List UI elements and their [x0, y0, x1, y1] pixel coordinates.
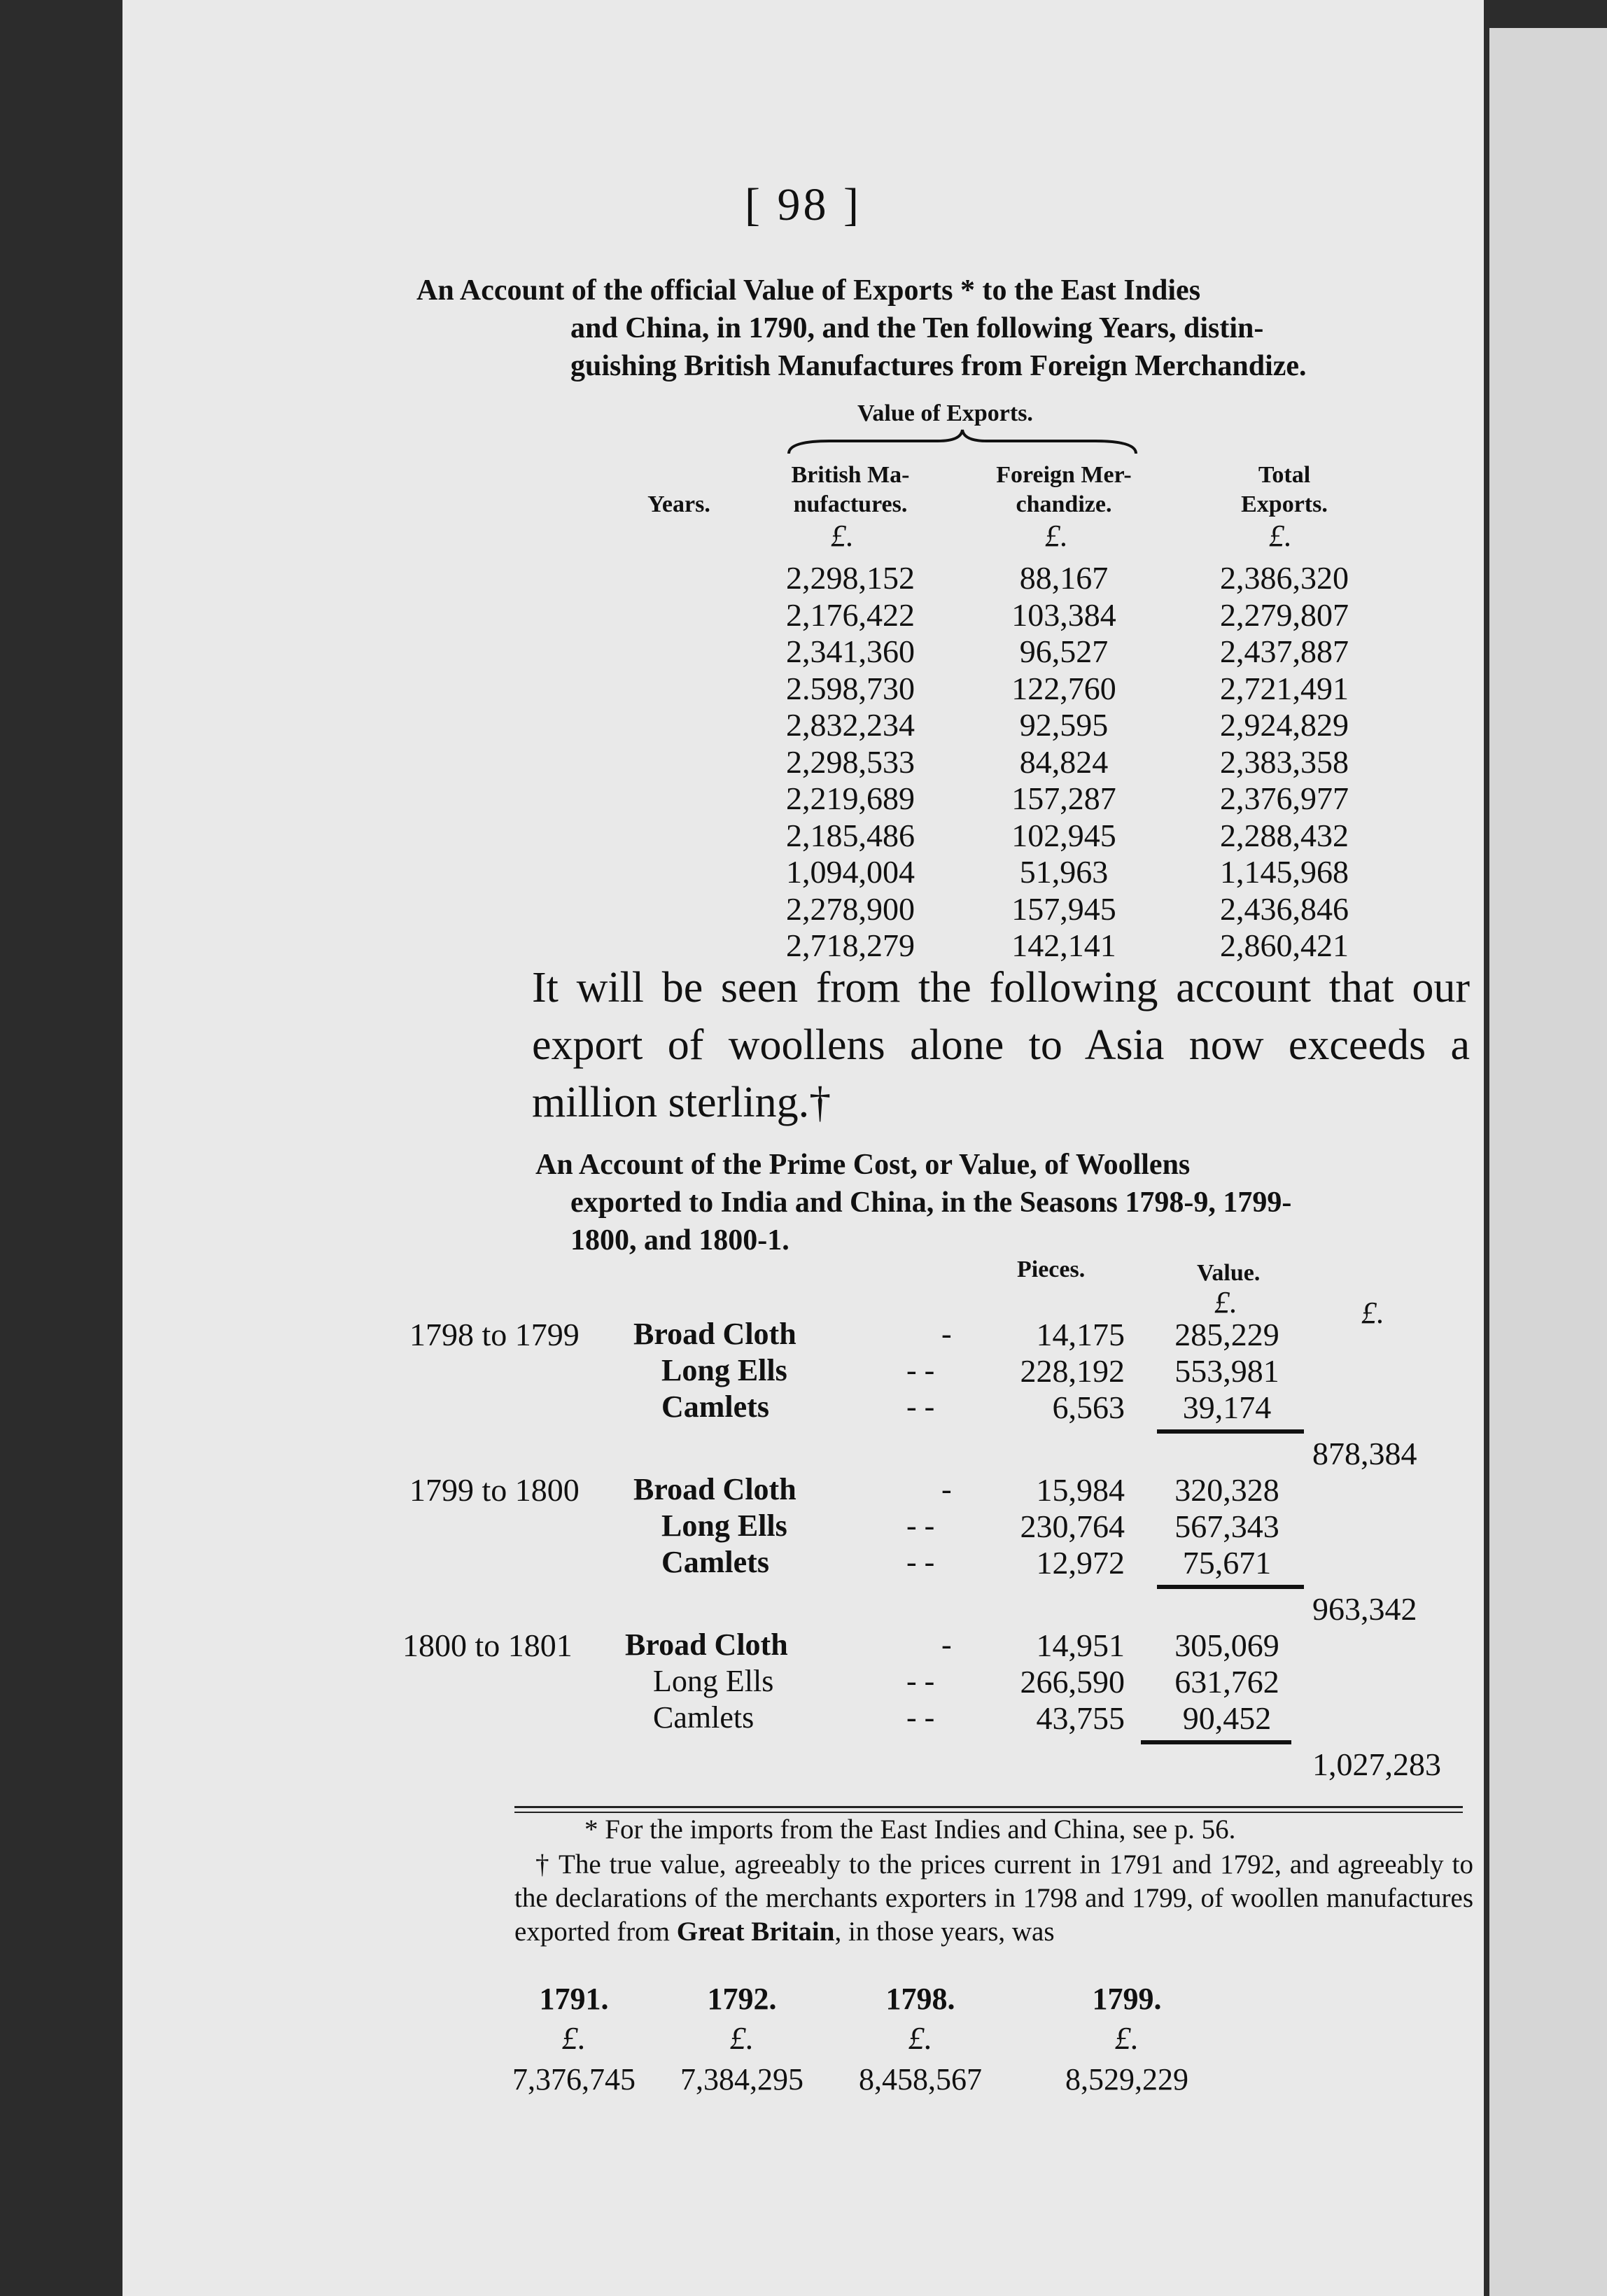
statement-paragraph: It will be seen from the following account that our export of woollens alone to Asia now exceeds a million sterling.† — [532, 964, 1470, 1126]
export-total-cell: 2,436,846 — [1220, 890, 1349, 927]
export-foreign-cell: 102,945 — [1011, 817, 1116, 853]
item-pieces: 14,175 — [1036, 1317, 1125, 1352]
item-pieces: 228,192 — [1020, 1353, 1125, 1389]
footnote-true-value — [514, 1848, 1473, 1949]
header-total — [1193, 461, 1375, 519]
header-pieces: Pieces. — [1017, 1256, 1086, 1282]
item-name: Broad Cloth — [625, 1628, 788, 1662]
item-pieces: 43,755 — [1036, 1700, 1125, 1736]
season-label: 1799 to 1800 — [409, 1472, 580, 1508]
footnote-great-britain: Great Britain — [676, 1917, 835, 1947]
export-total-cell: 2,924,829 — [1220, 707, 1349, 743]
pound-british: £. — [831, 519, 854, 553]
header-foreign — [973, 461, 1155, 519]
facing-page-edge — [1489, 28, 1607, 2296]
export-british-cell: 2.598,730 — [786, 670, 915, 706]
export-total-cell: 2,860,421 — [1220, 927, 1349, 963]
tv-pound: £. — [729, 2020, 755, 2056]
export-total-cell: 2,437,887 — [1220, 634, 1349, 669]
item-pieces: 6,563 — [1052, 1390, 1125, 1425]
item-name: Broad Cloth — [633, 1317, 797, 1351]
header-years: Years. — [647, 491, 710, 517]
header-british-line-2: nufactures. — [793, 491, 908, 517]
export-foreign-cell: 88,167 — [1019, 560, 1109, 596]
export-british-cell: 1,094,004 — [786, 854, 915, 890]
pound-total-value: £. — [1361, 1296, 1384, 1330]
brace-icon — [787, 428, 1137, 456]
season-total: 963,342 — [1312, 1591, 1417, 1627]
tv-pound: £. — [561, 2020, 587, 2056]
footnote-imports: * For the imports from the East Indies and China, see p. 56. — [584, 1814, 1236, 1844]
export-foreign-cell: 103,384 — [1011, 596, 1116, 633]
export-british-cell: 2,341,360 — [786, 634, 915, 669]
export-foreign-cell: 122,760 — [1011, 670, 1116, 706]
item-name: Camlets — [661, 1545, 769, 1579]
subtotal-rule — [1141, 1740, 1291, 1744]
item-name: Long Ells — [661, 1508, 787, 1543]
export-total-cell: 2,376,977 — [1220, 780, 1349, 816]
export-total-cell: 2,288,432 — [1220, 817, 1349, 853]
export-british-cell: 2,185,486 — [786, 817, 915, 853]
exports-table-title — [416, 272, 1459, 385]
season-label: 1798 to 1799 — [409, 1317, 580, 1352]
item-name: Long Ells — [661, 1353, 787, 1387]
value-of-exports-header: Value of Exports. — [857, 400, 1033, 426]
item-pieces: 266,590 — [1020, 1664, 1125, 1700]
export-foreign-cell: 157,945 — [1011, 890, 1116, 927]
tv-value: 7,376,745 — [512, 2062, 636, 2096]
item-pieces: 15,984 — [1036, 1472, 1125, 1508]
export-total-cell: 2,386,320 — [1220, 560, 1349, 596]
export-british-cell: 2,298,533 — [786, 743, 915, 780]
export-british-cell: 2,176,422 — [786, 596, 915, 633]
woollens-title-line-3: 1800, and 1800-1. — [570, 1224, 790, 1256]
dash-leader: - - — [906, 1700, 935, 1735]
tv-year: 1799. — [1092, 1982, 1162, 2016]
item-value: 90,452 — [1182, 1700, 1272, 1736]
dash-leader: - - — [906, 1353, 935, 1387]
export-british-cell: 2,832,234 — [786, 707, 915, 743]
item-name: Camlets — [661, 1390, 769, 1424]
footnote-true-value-end: , in those years, was — [834, 1917, 1055, 1947]
dash-leader: - - — [906, 1390, 935, 1424]
item-value: 320,328 — [1174, 1472, 1279, 1508]
item-pieces: 230,764 — [1020, 1508, 1125, 1544]
item-pieces: 14,951 — [1036, 1628, 1125, 1663]
foreign-column — [969, 560, 1158, 965]
export-british-cell: 2,718,279 — [786, 927, 915, 963]
header-total-line-1: Total — [1258, 462, 1311, 488]
header-british — [752, 461, 948, 519]
header-foreign-line-1: Foreign Mer- — [996, 462, 1132, 488]
page-number: [ 98 ] — [745, 179, 862, 230]
export-total-cell: 1,145,968 — [1220, 854, 1349, 890]
item-value: 553,981 — [1174, 1353, 1279, 1389]
tv-pound: £. — [1114, 2020, 1139, 2056]
exports-title-line-1: An Account of the official Value of Exports * to the East Indies — [416, 274, 1201, 307]
export-foreign-cell: 142,141 — [1011, 927, 1116, 963]
item-value: 285,229 — [1174, 1317, 1279, 1352]
export-total-cell: 2,721,491 — [1220, 670, 1349, 706]
exports-title-line-2: and China, in 1790, and the Ten following Years, distin- — [570, 312, 1264, 344]
export-foreign-cell: 92,595 — [1019, 707, 1109, 743]
item-value: 567,343 — [1174, 1508, 1279, 1544]
tv-year: 1798. — [885, 1982, 955, 2016]
footnote-rule — [514, 1806, 1463, 1808]
british-column — [745, 560, 955, 965]
export-british-cell: 2,219,689 — [786, 780, 915, 816]
item-value: 39,174 — [1182, 1390, 1272, 1425]
export-foreign-cell: 84,824 — [1019, 743, 1109, 780]
dash-leader: - — [941, 1472, 952, 1506]
item-value: 305,069 — [1174, 1628, 1279, 1663]
tv-year: 1792. — [707, 1982, 777, 2016]
dash-leader: - — [941, 1628, 952, 1662]
export-total-cell: 2,383,358 — [1220, 743, 1349, 780]
export-british-cell: 2,278,900 — [786, 890, 915, 927]
tv-value: 8,529,229 — [1065, 2062, 1188, 2096]
season-total: 878,384 — [1312, 1436, 1417, 1471]
woollens-title-line-2: exported to India and China, in the Seasons 1798-9, 1799- — [570, 1186, 1292, 1219]
exports-title-line-3: guishing British Manufactures from Foreign Merchandize. — [570, 350, 1307, 382]
item-value: 75,671 — [1182, 1545, 1272, 1581]
subtotal-rule — [1157, 1585, 1304, 1589]
export-british-cell: 2,298,152 — [786, 560, 915, 596]
header-british-line-1: British Ma- — [791, 462, 910, 488]
woollens-title-line-1: An Account of the Prime Cost, or Value, of Woollens — [535, 1149, 1191, 1181]
item-name: Camlets — [653, 1700, 755, 1735]
pound-total: £. — [1269, 519, 1292, 553]
export-foreign-cell: 157,287 — [1011, 780, 1116, 816]
subtotal-rule — [1157, 1429, 1304, 1434]
item-name: Long Ells — [653, 1664, 774, 1698]
tv-value: 7,384,295 — [680, 2062, 804, 2096]
dash-leader: - — [941, 1317, 952, 1351]
woollens-table-title — [535, 1146, 1463, 1259]
season-total: 1,027,283 — [1312, 1746, 1441, 1782]
header-value: Value. — [1197, 1260, 1261, 1286]
export-total-cell: 2,279,807 — [1220, 596, 1349, 633]
dash-leader: - - — [906, 1664, 935, 1698]
header-foreign-line-2: chandize. — [1016, 491, 1112, 517]
season-label: 1800 to 1801 — [402, 1628, 573, 1663]
pound-foreign: £. — [1045, 519, 1068, 553]
dash-leader: - - — [906, 1508, 935, 1543]
export-foreign-cell: 51,963 — [1019, 854, 1109, 890]
book-page — [122, 0, 1484, 2296]
tv-pound: £. — [908, 2020, 933, 2056]
item-name: Broad Cloth — [633, 1472, 797, 1506]
item-pieces: 12,972 — [1036, 1545, 1125, 1581]
total-column — [1172, 560, 1396, 965]
header-total-line-2: Exports. — [1241, 491, 1328, 517]
tv-year: 1791. — [539, 1982, 609, 2016]
dash-leader: - - — [906, 1545, 935, 1579]
pound-value: £. — [1214, 1285, 1237, 1320]
footnote-true-value-text: † The true value, agreeably to the prices current in 1791 and 1792, and agreeably to the declarations of the merchants exporters in 1798 and 1799, of woollen manufactures exported from — [514, 1849, 1473, 1947]
tv-value: 8,458,567 — [859, 2062, 982, 2096]
export-foreign-cell: 96,527 — [1019, 634, 1109, 669]
item-value: 631,762 — [1174, 1664, 1279, 1700]
